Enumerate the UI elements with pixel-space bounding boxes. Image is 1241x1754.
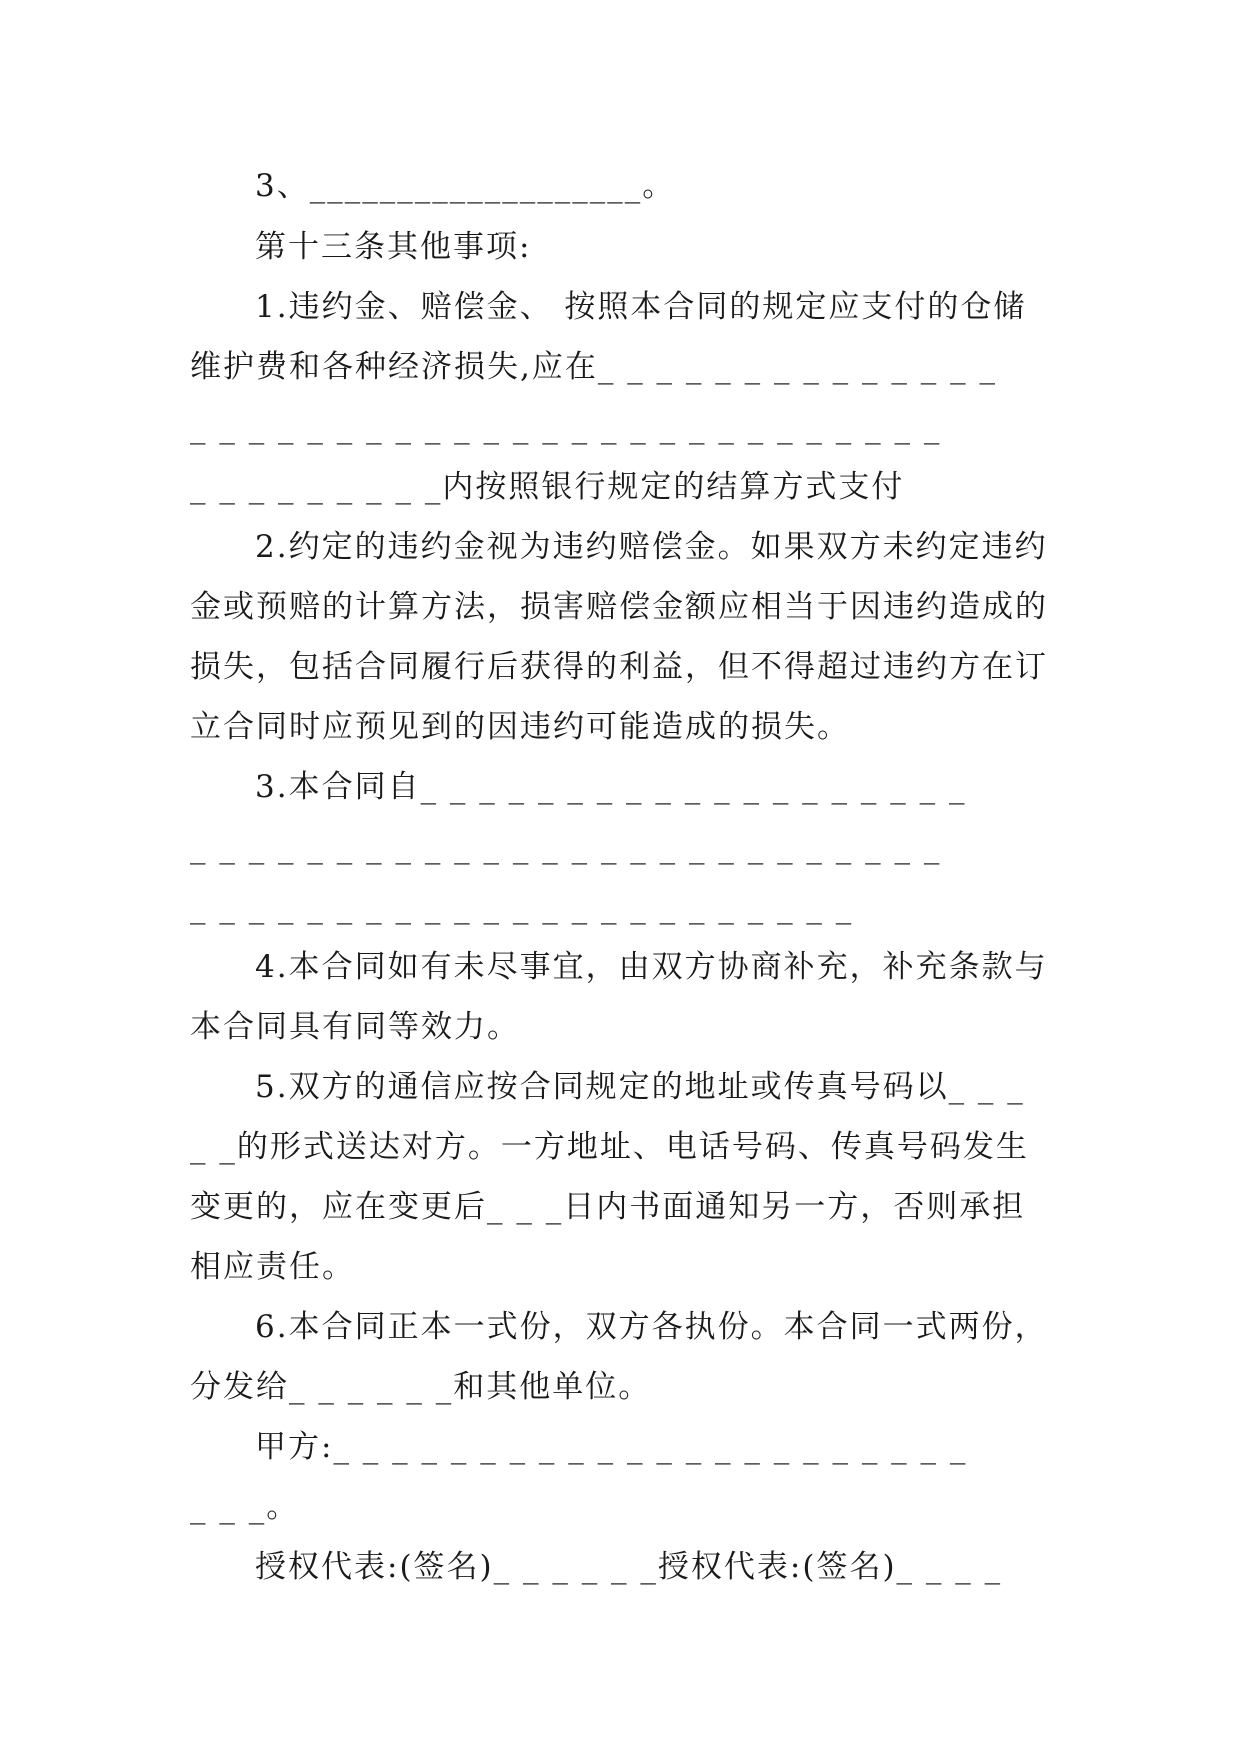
clause-13-heading: 第十三条其他事项: (255, 229, 532, 265)
clause-13-item-5-line-4: 相应责任。 (190, 1249, 355, 1285)
clause-13-item-5-line-2: _ _的形式送达对方。一方地址、电话号码、传真号码发生 (190, 1129, 1029, 1165)
clause-13-item-6-line-2: 分发给_ _ _ _ _ _和其他单位。 (190, 1369, 652, 1405)
clause-13-item-4-line-2: 本合同具有同等效力。 (190, 1009, 520, 1045)
clause-13-item-1-line-1: 1.违约金、赔偿金、 按照本合同的规定应支付的仓储 (255, 289, 1027, 325)
clause-13-item-3-line-1: 3.本合同自_ _ _ _ _ _ _ _ _ _ _ _ _ _ _ _ _ _ _ (255, 769, 967, 805)
clause-13-item-2-line-4: 立合同时应预见到的因违约可能造成的损失。 (190, 709, 850, 745)
clause-13-item-2-line-1: 2.约定的违约金视为违约赔偿金。如果双方未约定违约 (255, 529, 1048, 565)
clause-13-item-1-line-4: _ _ _ _ _ _ _ _ _内按照银行规定的结算方式支付 (190, 469, 905, 505)
clause-13-item-6-line-1: 6.本合同正本一式份，双方各执份。本合同一式两份， (255, 1309, 1048, 1345)
clause-13-item-3-line-3: _ _ _ _ _ _ _ _ _ _ _ _ _ _ _ _ _ _ _ _ _ _ _ (190, 889, 854, 925)
clause-13-item-2-line-2: 金或预赔的计算方法，损害赔偿金额应相当于因违约造成的 (190, 589, 1048, 625)
party-a-line-2: _ _ _。 (190, 1489, 300, 1525)
clause-13-item-1-line-2: 维护费和各种经济损失,应在_ _ _ _ _ _ _ _ _ _ _ _ _ _ (190, 349, 997, 385)
clause-13-item-2-line-3: 损失，包括合同履行后获得的利益，但不得超过违约方在订 (190, 649, 1048, 685)
clause-13-item-1-line-3: _ _ _ _ _ _ _ _ _ _ _ _ _ _ _ _ _ _ _ _ _ _ _ _ _ _ (190, 409, 942, 445)
party-a-line-1: 甲方:_ _ _ _ _ _ _ _ _ _ _ _ _ _ _ _ _ _ _ _ _ _ (255, 1429, 968, 1465)
clause-13-item-5-line-3: 变更的，应在变更后_ _ _日内书面通知另一方，否则承担 (190, 1189, 1026, 1225)
clause-13-item-5-line-1: 5.双方的通信应按合同规定的地址或传真号码以_ _ _ (255, 1069, 1025, 1105)
clause-13-item-4-line-1: 4.本合同如有未尽事宜，由双方协商补充，补充条款与 (255, 949, 1048, 985)
signature-line: 授权代表:(签名)_ _ _ _ _ _授权代表:(签名)_ _ _ _ (255, 1549, 1003, 1585)
clause-12-item-3: 3、___________________。 (255, 168, 676, 204)
clause-13-item-3-line-2: _ _ _ _ _ _ _ _ _ _ _ _ _ _ _ _ _ _ _ _ _ _ _ _ _ _ (190, 829, 942, 865)
